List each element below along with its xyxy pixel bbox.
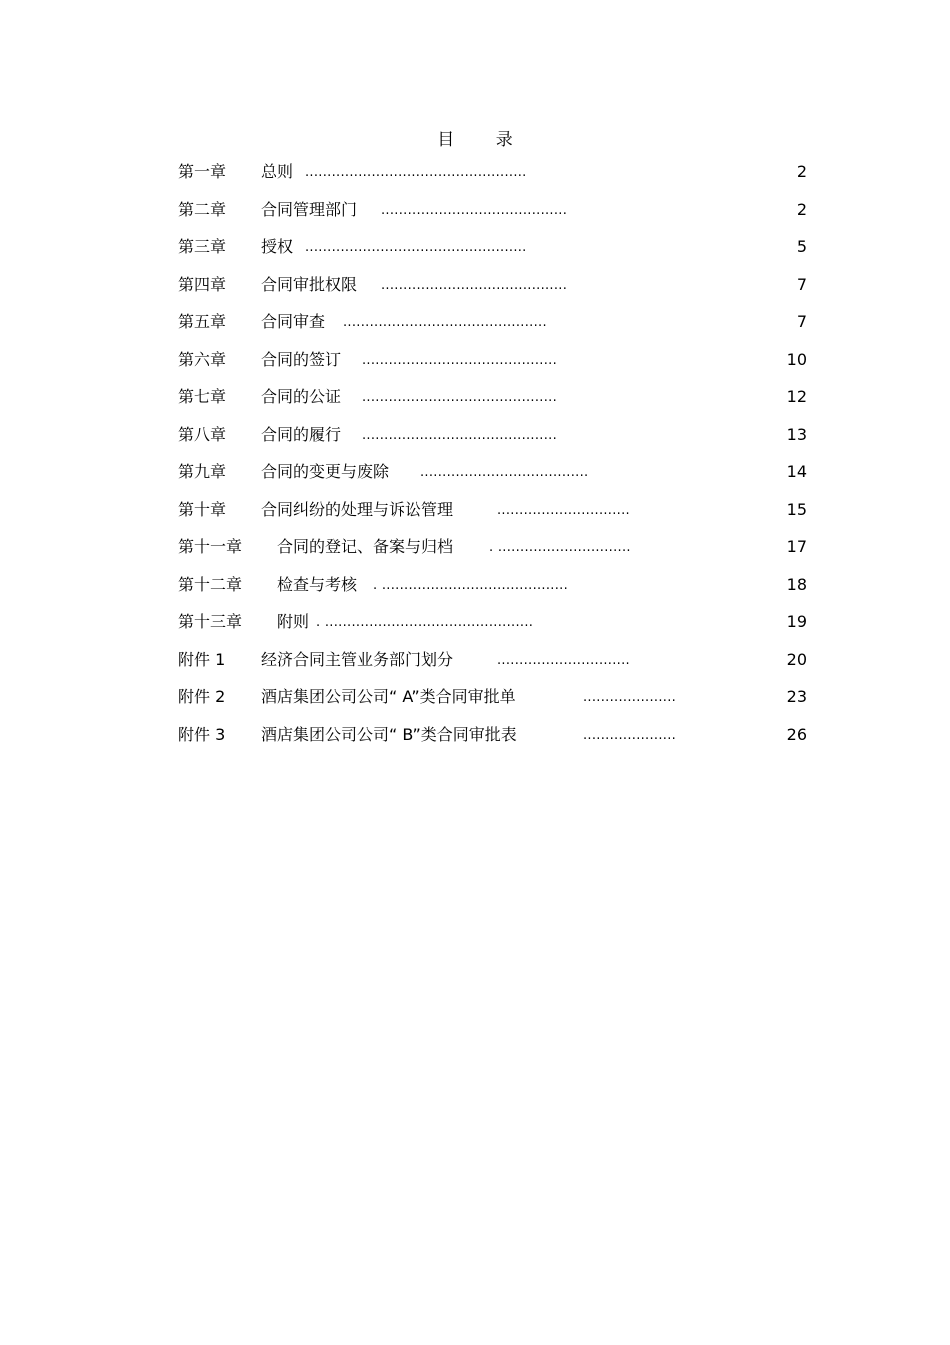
toc-entry-leader: . .......................................... (373, 577, 569, 593)
toc-entry-title: 合同的变更与废除 (261, 462, 390, 481)
toc-entry-title: 酒店集团公司公司“ B”类合同审批表 (261, 724, 517, 744)
toc-entry-title: 合同审查 (261, 312, 326, 331)
toc-entry-number: 第五章 (178, 312, 227, 331)
toc-entry-page: 10 (786, 349, 807, 369)
toc-entry-title: 合同的登记、备案与归档 (277, 537, 454, 556)
toc-entry (0, 573, 950, 611)
toc-entry (0, 160, 950, 198)
toc-entry (0, 498, 950, 536)
toc-entry (0, 535, 950, 573)
toc-entry-leader: ..................... (583, 690, 677, 705)
toc-entry (0, 385, 950, 423)
toc-title: 目 录 (437, 130, 531, 150)
toc-entry-leader: . .............................. (489, 540, 631, 555)
toc-entry-number: 第二章 (178, 199, 227, 219)
toc-entry-leader: .................................................. (305, 165, 527, 180)
toc-entry-page: 13 (786, 424, 807, 444)
toc-entry-leader: .................................................. (305, 240, 527, 255)
toc-entry-number: 第十一章 (178, 537, 243, 556)
toc-entry-number: 第十章 (178, 499, 227, 519)
toc-entry (0, 460, 950, 498)
toc-entry-number: 第十三章 (178, 612, 243, 631)
toc-entry-leader: .............................................. (343, 315, 547, 330)
toc-entry-number: 第八章 (178, 424, 227, 444)
toc-entry-leader: ...................................... (420, 465, 589, 480)
toc-entry-leader: ............................................ (362, 390, 558, 405)
toc-entry-title: 合同管理部门 (261, 199, 358, 219)
toc-entry-leader: ..................... (583, 727, 677, 743)
toc-entry-number: 第七章 (178, 387, 227, 406)
toc-entry-leader: .............................. (497, 652, 630, 668)
toc-entry-page: 14 (786, 462, 807, 481)
toc-entry-title: 授权 (261, 237, 294, 256)
toc-entry-number: 第九章 (178, 462, 227, 481)
toc-entry-title: 酒店集团公司公司“ A”类合同审批单 (261, 687, 516, 706)
toc-entry-title: 合同的履行 (261, 424, 342, 444)
toc-entry-number: 第十二章 (178, 574, 243, 594)
toc-entry-page: 26 (786, 724, 807, 744)
toc-entry-leader: .............................. (497, 502, 630, 518)
toc-entry (0, 423, 950, 461)
toc-entry-title: 合同审批权限 (261, 274, 358, 294)
toc-entry-title: 合同的公证 (261, 387, 342, 406)
toc-entry (0, 273, 950, 311)
toc-entry-leader: ............................................ (362, 427, 558, 443)
toc-entry-number: 第三章 (178, 237, 227, 256)
toc-entry-page: 19 (786, 612, 807, 631)
toc-entry-page: 12 (786, 387, 807, 406)
toc-entry-number: 附件 1 (178, 649, 226, 669)
toc-entry (0, 723, 950, 761)
toc-entry-page: 7 (796, 312, 807, 331)
toc-entry-number: 附件 3 (178, 724, 226, 744)
toc-entry-leader: ............................................ (362, 352, 558, 368)
toc-entry (0, 348, 950, 386)
toc-entry-page: 23 (786, 687, 807, 706)
toc-entry-number: 附件 2 (178, 687, 226, 706)
toc-entry-title: 合同的签订 (261, 349, 342, 369)
toc-entry-title: 附则 (277, 612, 310, 631)
toc-entry-page: 7 (796, 274, 807, 294)
toc-entry-title: 合同纠纷的处理与诉讼管理 (261, 499, 454, 519)
toc-entry-leader: .......................................... (381, 202, 568, 218)
toc-entry-number: 第六章 (178, 349, 227, 369)
toc-entry-number: 第一章 (178, 162, 227, 181)
toc-list (0, 160, 950, 760)
toc-entry-page: 18 (786, 574, 807, 594)
toc-entry-page: 17 (786, 537, 807, 556)
toc-entry (0, 235, 950, 273)
toc-entry (0, 685, 950, 723)
toc-entry-page: 15 (786, 499, 807, 519)
toc-entry (0, 610, 950, 648)
toc-entry-title: 检查与考核 (277, 574, 358, 594)
toc-entry (0, 648, 950, 686)
toc-entry-page: 2 (796, 162, 807, 181)
toc-entry-title: 总则 (261, 162, 294, 181)
toc-entry-title: 经济合同主管业务部门划分 (261, 649, 454, 669)
toc-entry-page: 5 (796, 237, 807, 256)
toc-entry-page: 20 (786, 649, 807, 669)
toc-entry-leader: .......................................... (381, 277, 568, 293)
toc-entry-number: 第四章 (178, 274, 227, 294)
toc-entry (0, 198, 950, 236)
toc-entry (0, 310, 950, 348)
toc-entry-page: 2 (796, 199, 807, 219)
toc-entry-leader: . ............................................... (316, 615, 534, 630)
